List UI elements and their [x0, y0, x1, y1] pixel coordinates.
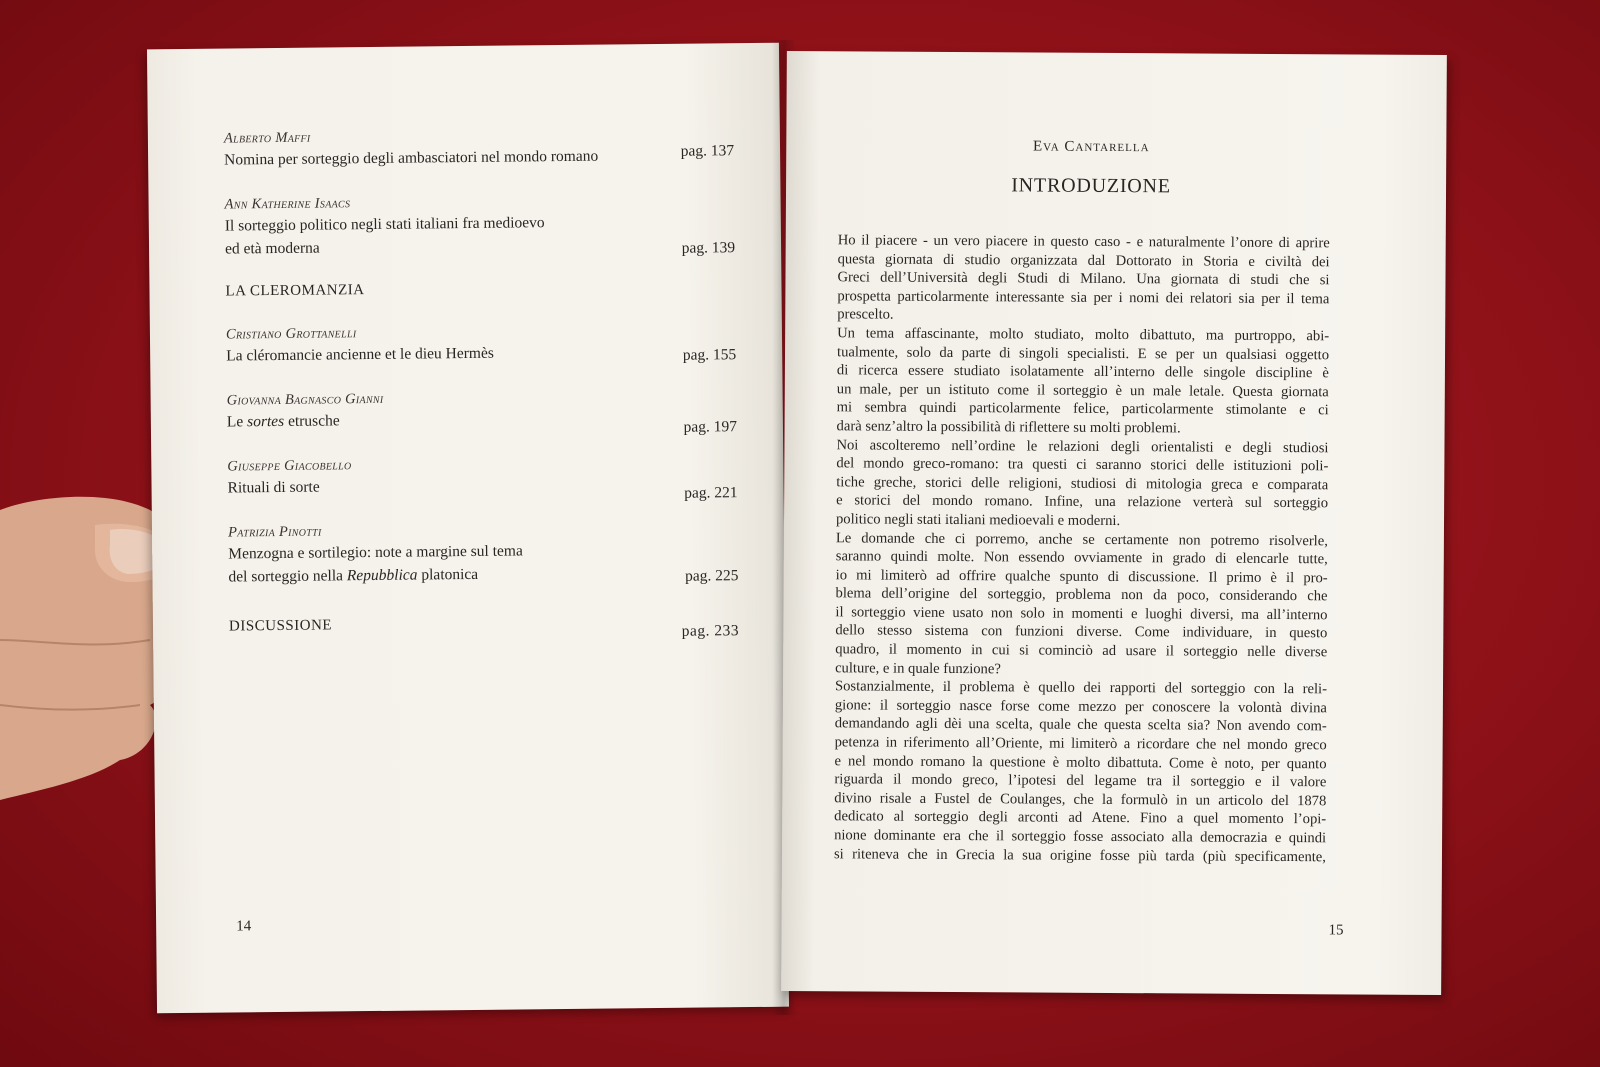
toc-page-number: pag. 139 [681, 239, 736, 257]
toc-entry [223, 123, 735, 171]
toc-author: Alberto Maffi [223, 129, 311, 147]
toc-page-number: pag. 233 [681, 622, 740, 640]
text-line: quadro, il momento in cui si cominciò ad usare il sorteggio nelle diverse [835, 641, 1328, 661]
toc-title: Le sortes etrusche [226, 412, 340, 431]
text-line: questa giornata di studio organizzata dal Dottorato in Storia e civiltà dei [837, 250, 1330, 270]
page-number: 14 [236, 918, 252, 935]
text-line: blema dell’origine del sorteggio, problema non da poco, considerando che [835, 585, 1328, 605]
text-line: dedicato al sorteggio degli arconti ad Atene. Fino a quel momento l’opi- [834, 808, 1327, 828]
text-line: Noi ascolteremo nell’ordine le relazioni degli orientalisti e degli studiosi [836, 436, 1329, 456]
toc-author: Giovanna Bagnasco Gianni [226, 390, 384, 409]
chapter-title: INTRODUZIONE [1011, 174, 1171, 198]
text-line: Sostanzialmente, il problema è quello dei rapporti del sorteggio con la reli- [834, 678, 1328, 698]
toc-author: Patrizia Pinotti [227, 523, 322, 541]
text-line: Un tema affascinante, molto studiato, molto dibattuto, ma purtroppo, abi- [837, 325, 1330, 345]
toc-title: ed età moderna [224, 239, 320, 258]
chapter-author: Eva Cantarella [1032, 138, 1150, 156]
text-line: il sorteggio viene usato non solo in momenti e luoghi diversi, ma all’interno [835, 604, 1328, 624]
text-line: demandando agli dèi una scelta, quale che questa scelta sia? Non avendo com- [834, 715, 1327, 735]
text-line: mi sembra quindi particolarmente felice, particolarmente stimolante e ci [836, 399, 1329, 419]
text-line: gione: il sorteggio nasce forse come mezzo per conoscere la volontà divina [834, 697, 1327, 717]
section-heading: DISCUSSIONE [228, 617, 333, 635]
body-text [834, 231, 1330, 866]
text-line: prospetta particolarmente interessante sia per i nomi dei relatori sia per il tema [837, 288, 1330, 308]
text-line: Le domande che ci porremo, anche se certamente non potremo risolverle, [835, 529, 1328, 549]
text-line: darà senz’altro la possibilità di riflettere su molti problemi. [836, 418, 1181, 437]
toc-title: del sorteggio nella Repubblica platonica [228, 565, 479, 586]
text-line: si riteneva che in Grecia la sua origine fosse più tarda (più specificamente, [833, 845, 1327, 865]
toc-title: Rituali di sorte [227, 478, 320, 497]
page-number: 15 [1328, 922, 1344, 939]
text-line: Greci dell’Università degli Studi di Milano. Una giornata di studi che si [837, 269, 1330, 289]
toc-page-number: pag. 197 [683, 418, 738, 436]
section-heading: LA CLEROMANZIA [225, 282, 365, 300]
toc-entry [227, 451, 738, 502]
text-line: tiche greche, storici delle religioni, studiosi di mitologia greca e comparata [836, 474, 1329, 494]
text-line: politico negli stati italiani medioevali e moderni. [835, 511, 1121, 529]
toc-entry [226, 385, 738, 436]
text-line: e nel mondo romano la questione è molto dibattuta. Come è noto, per quanto [834, 752, 1327, 772]
text-line: di ricerca essere studiato isolatamente all’interno delle singole discipline è [836, 362, 1329, 382]
text-line: saranno quindi molte. Non essendo ovviamente in grado di elencarle tutte, [835, 548, 1328, 568]
toc-author: Giuseppe Giacobello [227, 457, 352, 475]
text-line: un male, per un istituto come il sorteggio è un male letale. Questa giornata [836, 381, 1329, 401]
toc-author: Ann Katherine Isaacs [224, 195, 351, 213]
toc-entry [224, 189, 736, 260]
toc-author: Cristiano Grottanelli [225, 325, 357, 343]
toc-page-number: pag. 221 [684, 484, 738, 502]
text-line: divino risale a Fustel de Coulanges, che la formulò in un articolo del 1878 [834, 790, 1327, 810]
left-page [147, 43, 789, 1014]
toc-title: Il sorteggio politico negli stati italiani fra medioevo [224, 214, 545, 235]
text-line: io mi limiterò ad offrire qualche spunto di discussione. Il primo è il pro- [835, 566, 1328, 586]
toc-page-number: pag. 137 [680, 142, 735, 160]
toc-entry [227, 517, 739, 588]
text-line: e storici del mondo romano. Infine, una relazione verterà sul sorteggio [836, 492, 1329, 512]
text-line: culture, e in quale funzione? [835, 659, 1001, 677]
toc-title: Nomina per sorteggio degli ambasciatori nel mondo romano [224, 147, 599, 169]
text-line: tualmente, solo da parte di singoli specialisti. E se per un qualsiasi oggetto [836, 343, 1330, 363]
text-line: riguarda il mondo greco, l’ipotesi del legame tra il sorteggio e il valore [834, 771, 1327, 791]
toc-page-number: pag. 155 [682, 346, 737, 364]
toc-page-number: pag. 225 [685, 567, 739, 585]
toc-entry [225, 319, 737, 367]
text-line: prescelto. [837, 306, 894, 324]
text-line: Ho il piacere - un vero piacere in questo caso - e naturalmente l’onore di aprire [837, 232, 1330, 252]
toc-title: La cléromancie ancienne et le dieu Hermès [226, 344, 494, 365]
table-of-contents [223, 123, 740, 640]
text-line: dello stesso sistema con funzioni diverse. Come individuare, in questo [835, 622, 1328, 642]
text-line: del mondo greco-romano: tra questi ci saranno storici delle istituzioni poli- [836, 455, 1329, 475]
right-page [781, 51, 1447, 995]
toc-title: Menzogna e sortilegio: note a margine sul tema [228, 542, 523, 563]
text-line: nione dominante era che il sorteggio fosse associato alla democrazia e quindi [834, 827, 1327, 847]
text-line: petenza in riferimento all’Oriente, mi limiterò a ricordare che nel mondo greco [834, 734, 1327, 754]
toc-entry-discussione [228, 613, 740, 640]
